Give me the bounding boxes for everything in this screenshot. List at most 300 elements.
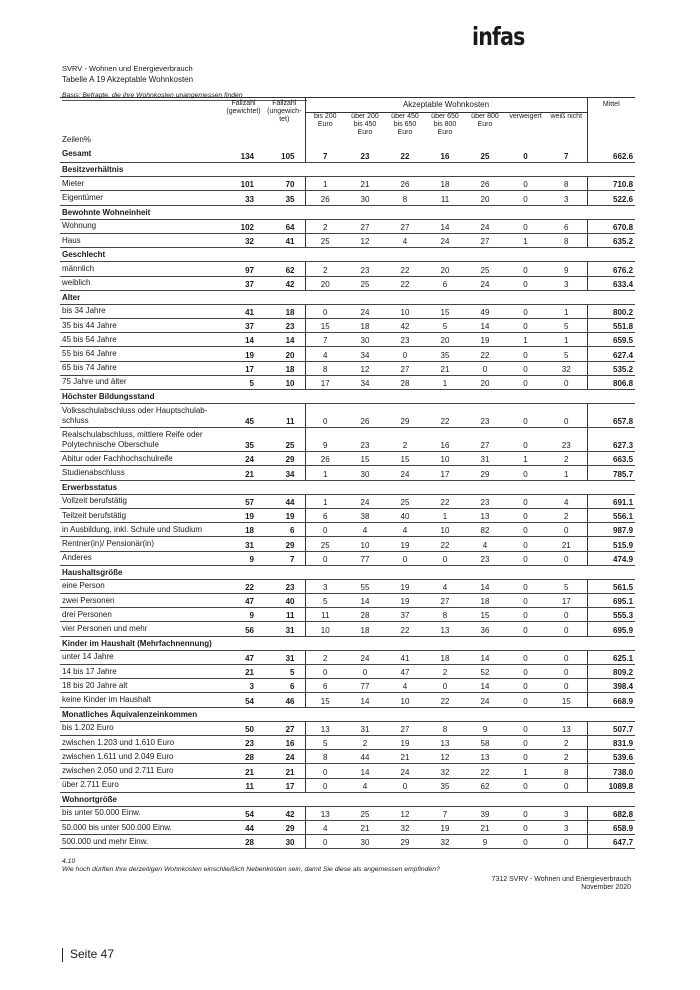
n-unweighted-cell: 35 [264,191,305,205]
mean-cell: 556.1 [587,508,635,522]
n-weighted-cell: 97 [223,262,264,276]
sub-header: über 450 bis 650 Euro [391,113,419,136]
percent-cell: 32 [425,835,465,849]
n-weighted-cell: 28 [223,835,264,849]
percent-cell: 26 [305,452,345,466]
percent-cell: 34 [345,347,385,361]
n-weighted-cell: 19 [223,347,264,361]
percent-cell: 0 [305,764,345,778]
percent-cell: 7 [425,806,465,820]
n-unweighted-cell: 25 [264,428,305,452]
percent-cell: 22 [425,494,465,508]
mean-cell: 800.2 [587,304,635,318]
mean-cell: 691.1 [587,494,635,508]
percent-cell: 13 [465,750,505,764]
percent-cell: 6 [546,219,587,233]
percent-cell: 0 [505,262,546,276]
percent-cell: 0 [505,347,546,361]
percent-cell: 36 [465,622,505,636]
percent-cell: 22 [425,693,465,707]
group-row [60,707,635,721]
percent-cell: 38 [345,508,385,522]
percent-cell: 3 [546,191,587,205]
mean-cell: 668.9 [587,693,635,707]
percent-cell: 13 [425,735,465,749]
n-unweighted-cell: 27 [264,721,305,735]
percent-cell: 22 [425,404,465,428]
row-label: 50.000 bis unter 500.000 Einw. [60,821,223,835]
percent-cell: 18 [465,594,505,608]
mean-cell: 831.9 [587,735,635,749]
percent-cell: 2 [345,735,385,749]
table-row [60,764,635,778]
percent-cell: 0 [505,835,546,849]
n-unweighted-cell: 21 [264,764,305,778]
percent-cell: 4 [345,778,385,792]
percent-cell: 12 [345,361,385,375]
group-label: Alter [60,290,635,304]
n-unweighted-cell: 42 [264,806,305,820]
percent-cell: 35 [425,778,465,792]
n-weighted-cell: 23 [223,735,264,749]
percent-cell: 52 [465,665,505,679]
row-label: unter 14 Jahre [60,650,223,664]
percent-cell: 0 [465,361,505,375]
percent-cell: 0 [505,650,546,664]
percent-cell: 10 [385,304,425,318]
percent-cell: 23 [465,404,505,428]
percent-cell: 0 [505,721,546,735]
n-unweighted-cell: 6 [264,523,305,537]
percent-cell: 0 [505,579,546,593]
percent-cell: 29 [385,835,425,849]
percent-cell: 1 [505,233,546,247]
table-row [60,608,635,622]
n-weighted-cell: 45 [223,404,264,428]
n-unweighted-cell: 20 [264,347,305,361]
percent-cell: 3 [305,579,345,593]
group-label: Besitzverhältnis [60,163,635,177]
table-row [60,276,635,290]
row-label: zwei Personen [60,594,223,608]
mean-cell: 625.1 [587,650,635,664]
mean-cell: 398.4 [587,679,635,693]
n-weighted-cell: 14 [223,333,264,347]
percent-cell: 10 [385,693,425,707]
n-unweighted-cell: 29 [264,821,305,835]
n-weighted-cell: 56 [223,622,264,636]
percent-cell: 14 [465,679,505,693]
percent-cell: 0 [546,778,587,792]
row-label: Anderes [60,551,223,565]
n-unweighted-cell: 46 [264,693,305,707]
percent-cell: 0 [505,191,546,205]
table-row [60,428,635,452]
mean-cell: 539.6 [587,750,635,764]
row-label: 65 bis 74 Jahre [60,361,223,375]
percent-cell: 26 [305,191,345,205]
table-row [60,778,635,792]
percent-cell: 27 [385,721,425,735]
n-unweighted-cell: 17 [264,778,305,792]
percent-cell: 0 [505,494,546,508]
percent-cell: 20 [425,333,465,347]
percent-cell: 8 [546,233,587,247]
group-row [60,163,635,177]
sub-header: bis 200 Euro [305,113,345,147]
percent-cell: 0 [305,404,345,428]
source-line2: November 2020 [581,884,631,891]
n-weighted-cell: 19 [223,508,264,522]
percent-cell: 24 [465,693,505,707]
percent-cell: 29 [465,466,505,480]
percent-cell: 9 [305,428,345,452]
percent-cell: 2 [546,735,587,749]
mean-cell: 659.5 [587,333,635,347]
percent-cell: 0 [425,551,465,565]
percent-cell: 10 [345,537,385,551]
n-weighted-cell: 5 [223,375,264,389]
percent-cell: 21 [385,750,425,764]
percent-cell: 0 [505,735,546,749]
percent-cell: 0 [425,679,465,693]
table-row [60,452,635,466]
sub-header: weiß nicht [550,113,583,120]
percent-cell: 7 [546,147,587,163]
table-row [60,551,635,565]
percent-cell: 24 [345,494,385,508]
percent-cell: 9 [465,835,505,849]
percent-cell: 24 [465,276,505,290]
mean-cell: 561.5 [587,579,635,593]
table-row [60,375,635,389]
percent-cell: 9 [465,721,505,735]
percent-cell: 11 [425,191,465,205]
n-weighted-cell: 3 [223,679,264,693]
table-row [60,347,635,361]
percent-cell: 19 [385,579,425,593]
n-weighted-cell: 41 [223,304,264,318]
n-unweighted-cell: 18 [264,304,305,318]
percent-cell: 14 [465,319,505,333]
n-unweighted-cell: 62 [264,262,305,276]
row-label: Rentner(in)/ Pensionär(in) [60,537,223,551]
percent-cell: 25 [345,276,385,290]
percent-cell: 0 [505,679,546,693]
percent-cell: 27 [385,219,425,233]
n-unweighted-header: Fallzahl (ungewich-tet) [264,98,305,147]
table-title: Tabelle A 19 Akzeptable Wohnkosten [62,75,194,84]
percent-cell: 49 [465,304,505,318]
row-label: bis unter 50.000 Einw. [60,806,223,820]
percent-cell: 27 [465,428,505,452]
percent-cell: 18 [425,177,465,191]
mean-header: Mittel [587,98,635,113]
percent-cell: 0 [505,537,546,551]
percent-cell: 0 [546,551,587,565]
percent-cell: 15 [385,452,425,466]
page-bar [62,948,63,962]
mean-cell: 507.7 [587,721,635,735]
percent-cell: 4 [345,523,385,537]
table-row [60,523,635,537]
percent-cell: 1 [305,177,345,191]
percent-cell: 4 [546,494,587,508]
group-label: Bewohnte Wohneinheit [60,205,635,219]
percent-cell: 0 [505,523,546,537]
percent-cell: 26 [345,404,385,428]
table-row [60,537,635,551]
n-unweighted-cell: 18 [264,361,305,375]
mean-cell: 785.7 [587,466,635,480]
percent-cell: 40 [385,508,425,522]
percent-cell: 55 [345,579,385,593]
page-number: Seite 47 [70,947,115,961]
percent-cell: 0 [505,806,546,820]
n-weighted-cell: 21 [223,466,264,480]
group-label: Höchster Bildungsstand [60,390,635,404]
percent-cell: 23 [345,262,385,276]
row-label: Mieter [60,177,223,191]
percent-cell: 0 [505,361,546,375]
group-row [60,565,635,579]
row-label: 45 bis 54 Jahre [60,333,223,347]
percent-cell: 4 [305,347,345,361]
percent-cell: 13 [425,622,465,636]
percent-cell: 8 [425,721,465,735]
table-row [60,750,635,764]
percent-cell: 4 [385,523,425,537]
n-weighted-cell: 134 [223,147,264,163]
group-row [60,636,635,650]
n-unweighted-cell: 42 [264,276,305,290]
total-row [60,147,635,163]
mean-cell: 682.8 [587,806,635,820]
percent-cell: 23 [465,494,505,508]
mean-cell: 515.9 [587,537,635,551]
percent-cell: 8 [305,750,345,764]
data-table [60,97,635,849]
row-label: Studienabschluss [60,466,223,480]
percent-cell: 15 [425,304,465,318]
table-row [60,735,635,749]
group-row [60,248,635,262]
table-row [60,191,635,205]
mean-cell: 710.8 [587,177,635,191]
mean-cell: 806.8 [587,375,635,389]
percent-cell: 21 [425,361,465,375]
n-unweighted-cell: 19 [264,508,305,522]
percent-cell: 27 [465,233,505,247]
percent-cell: 0 [546,622,587,636]
n-unweighted-cell: 24 [264,750,305,764]
n-weighted-cell: 24 [223,452,264,466]
n-unweighted-cell: 40 [264,594,305,608]
percent-cell: 6 [305,679,345,693]
percent-cell: 8 [546,764,587,778]
percent-cell: 24 [385,466,425,480]
row-label: Realschulabschluss, mittlere Reife oder Polytechnische Oberschule [60,428,223,452]
percent-cell: 6 [305,508,345,522]
group-label: Monatliches Äquivalenzeinkommen [60,707,635,721]
percent-cell: 11 [305,608,345,622]
percent-cell: 8 [305,361,345,375]
mean-cell: 627.3 [587,428,635,452]
percent-cell: 37 [385,608,425,622]
row-label: 18 bis 20 Jahre alt [60,679,223,693]
n-unweighted-cell: 23 [264,579,305,593]
table-row [60,665,635,679]
percent-cell: 2 [385,428,425,452]
percent-cell: 15 [305,319,345,333]
percent-cell: 20 [305,276,345,290]
percent-cell: 26 [385,177,425,191]
n-weighted-cell: 54 [223,806,264,820]
percent-cell: 14 [465,650,505,664]
mean-cell: 663.5 [587,452,635,466]
percent-cell: 19 [385,537,425,551]
percent-cell: 19 [385,594,425,608]
table-row [60,361,635,375]
percent-cell: 34 [345,375,385,389]
percent-cell: 31 [345,721,385,735]
n-weighted-cell: 54 [223,693,264,707]
mean-subheader [587,113,635,147]
percent-cell: 10 [425,523,465,537]
percent-cell: 13 [465,508,505,522]
percent-cell: 8 [425,608,465,622]
percent-cell: 16 [425,147,465,163]
n-weighted-cell: 47 [223,594,264,608]
percent-cell: 29 [385,404,425,428]
percent-cell: 0 [505,622,546,636]
percent-cell: 1 [425,375,465,389]
n-weighted-cell: 18 [223,523,264,537]
row-label: zwischen 1.203 und 1.610 Euro [60,735,223,749]
n-unweighted-cell: 30 [264,835,305,849]
table-row [60,650,635,664]
percent-cell: 0 [505,319,546,333]
n-unweighted-cell: 64 [264,219,305,233]
percent-cell: 30 [345,191,385,205]
percent-cell: 15 [305,693,345,707]
group-label: Erwerbsstatus [60,480,635,494]
percent-cell: 4 [385,679,425,693]
n-unweighted-cell: 5 [264,665,305,679]
mean-cell: 695.1 [587,594,635,608]
mean-cell: 987.9 [587,523,635,537]
table-row [60,622,635,636]
percent-cell: 0 [305,523,345,537]
n-weighted-cell: 28 [223,750,264,764]
percent-cell: 0 [505,466,546,480]
percent-cell: 22 [385,262,425,276]
table-row [60,304,635,318]
n-weighted-header: Fallzahl (gewichtet) [223,98,264,147]
percent-cell: 20 [425,262,465,276]
percent-cell: 4 [305,821,345,835]
percent-cell: 27 [425,594,465,608]
percent-cell: 17 [425,466,465,480]
percent-cell: 2 [305,262,345,276]
mean-cell: 809.2 [587,665,635,679]
percent-cell: 27 [385,361,425,375]
group-label: Wohnortgröße [60,792,635,806]
percent-cell: 13 [305,721,345,735]
percent-cell: 12 [345,233,385,247]
percent-cell: 1 [546,466,587,480]
percent-cell: 15 [465,608,505,622]
percent-cell: 0 [505,219,546,233]
row-label: 500.000 und mehr Einw. [60,835,223,849]
n-weighted-cell: 21 [223,764,264,778]
percent-cell: 10 [305,622,345,636]
percent-cell: 1 [505,333,546,347]
footnote-question: Wie hoch dürften Ihre derzeitigen Wohnkosten einschließlich Nebenkosten sein, damit Sie diese als angemessen empfinden? [62,866,440,873]
percent-cell: 0 [505,821,546,835]
percent-cell: 41 [385,650,425,664]
percent-cell: 23 [546,428,587,452]
percent-cell: 14 [345,764,385,778]
n-weighted-cell: 17 [223,361,264,375]
percent-cell: 0 [546,665,587,679]
percent-cell: 17 [305,375,345,389]
percent-cell: 21 [465,821,505,835]
percent-cell: 19 [465,333,505,347]
row-label: 14 bis 17 Jahre [60,665,223,679]
n-unweighted-cell: 11 [264,404,305,428]
row-label: eine Person [60,579,223,593]
percent-cell: 14 [345,693,385,707]
percent-cell: 6 [425,276,465,290]
row-label: zwischen 2.050 und 2.711 Euro [60,764,223,778]
percent-cell: 0 [505,428,546,452]
percent-cell: 0 [505,551,546,565]
percent-cell: 0 [505,276,546,290]
n-weighted-cell: 44 [223,821,264,835]
row-label: in Ausbildung, inkl. Schule und Studium [60,523,223,537]
n-unweighted-cell: 16 [264,735,305,749]
n-weighted-cell: 33 [223,191,264,205]
group-row [60,792,635,806]
group-row [60,390,635,404]
percent-cell: 0 [385,347,425,361]
percent-cell: 28 [345,608,385,622]
percent-cell: 14 [465,579,505,593]
percent-cell: 0 [385,551,425,565]
n-unweighted-cell: 10 [264,375,305,389]
percent-cell: 3 [546,806,587,820]
n-weighted-cell: 50 [223,721,264,735]
mean-cell: 670.8 [587,219,635,233]
table-row [60,319,635,333]
source-line1: 7312 SVRV - Wohnen und Energieverbrauch [491,876,631,883]
row-label: Haus [60,233,223,247]
n-weighted-cell: 47 [223,650,264,664]
percent-cell: 21 [546,537,587,551]
percent-cell: 10 [425,452,465,466]
percent-cell: 25 [465,147,505,163]
percent-cell: 21 [345,177,385,191]
table-row [60,693,635,707]
percent-cell: 8 [546,177,587,191]
mean-cell: 633.4 [587,276,635,290]
table-body [60,147,635,849]
group-label: Haushaltsgröße [60,565,635,579]
n-unweighted-cell: 29 [264,452,305,466]
source [492,876,631,892]
percent-cell: 0 [505,778,546,792]
